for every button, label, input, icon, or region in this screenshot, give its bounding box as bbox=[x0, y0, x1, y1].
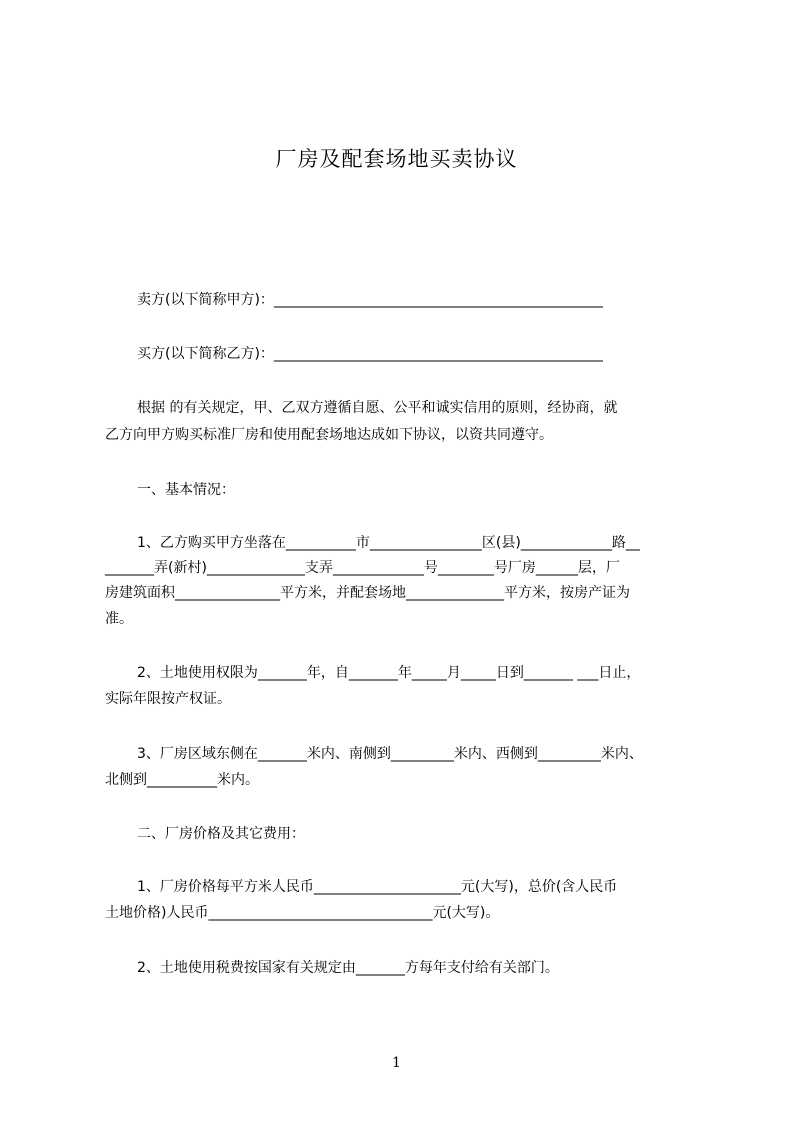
clause-line: 3、厂房区域东侧在_______米内、南侧到_________米内、西侧到_________米内、 bbox=[137, 746, 643, 762]
clause-line: 2、土地使用权限为_______年，自_______年_____月_____日到_______ ___日止， bbox=[137, 665, 641, 681]
clause-line: 准。 bbox=[105, 611, 133, 627]
buyer-line: 买方(以下简称乙方)：_______________________________________________ bbox=[137, 346, 603, 362]
page-number: 1 bbox=[392, 1055, 401, 1071]
clause-line: 1、乙方购买甲方坐落在__________市________________区(县)_____________路__ bbox=[137, 535, 640, 551]
section-heading: 一、基本情况： bbox=[137, 482, 235, 498]
section-heading: 二、厂房价格及其它费用： bbox=[137, 826, 305, 842]
seller-line: 卖方(以下简称甲方)：_______________________________________________ bbox=[137, 292, 603, 308]
clause-line: 北侧到__________米内。 bbox=[105, 772, 259, 788]
clause-line: 实际年限按产权证。 bbox=[105, 691, 231, 707]
clause-line: 土地价格)人民币________________________________元(大写)。 bbox=[105, 905, 500, 921]
clause-line: 1、厂房价格每平方米人民币_____________________元(大写)，总价(含人民币 bbox=[137, 879, 618, 895]
clause-line: _______弄(新村)______________支弄_____________号________号厂房______层，厂 bbox=[105, 560, 620, 576]
intro-line: 根据 的有关规定，甲、乙双方遵循自愿、公平和诚实信用的原则，经协商，就 bbox=[137, 400, 618, 416]
document-title: 厂房及配套场地买卖协议 bbox=[275, 147, 518, 171]
clause-line: 2、土地使用税费按国家有关规定由_______方每年支付给有关部门。 bbox=[137, 960, 559, 976]
intro-line: 乙方向甲方购买标准厂房和使用配套场地达成如下协议，以资共同遵守。 bbox=[105, 427, 553, 443]
clause-line: 房建筑面积_______________平方米，并配套场地______________平方米，按房产证为 bbox=[105, 585, 630, 601]
